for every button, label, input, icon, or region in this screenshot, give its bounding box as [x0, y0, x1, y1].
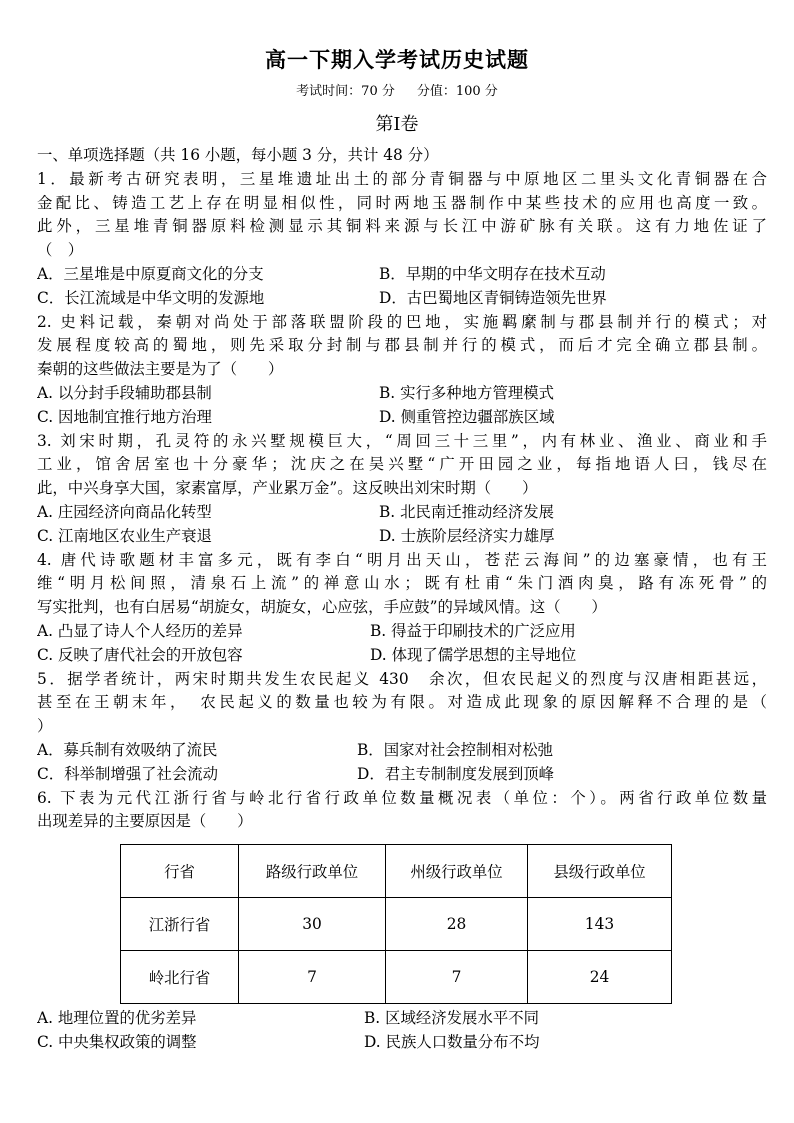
option-row [37, 406, 767, 430]
question-stem-line: 金配比、铸造工艺上存在明显相似性，同时两地玉器制作中某些技术的应用也高度一致。 [37, 193, 767, 212]
table-cell: 7 [239, 951, 386, 1004]
question-stem-line: （ ） [37, 241, 84, 260]
question-stem-line: 此，中兴身享大国，家素富厚，产业累万金”。这反映出刘宋时期（ ） [37, 479, 538, 498]
table-header-cell: 行省 [121, 845, 239, 898]
option-c[interactable]: C. 中央集权政策的调整 [37, 1032, 197, 1051]
table-header-row [121, 845, 672, 898]
option-b[interactable]: B. 区域经济发展水平不同 [364, 1009, 540, 1027]
question-2 [37, 311, 767, 430]
question-stem-line: 甚至在王朝末年， 农民起义的数量也较为有限。对造成此现象的原因解释不合理的是（ [37, 693, 767, 712]
option-d[interactable]: D. 士族阶层经济实力雄厚 [379, 526, 555, 545]
option-b[interactable]: B．早期的中华文明存在技术互动 [379, 264, 606, 283]
option-c[interactable]: C．长江流域是中华文明的发源地 [37, 288, 265, 307]
question-4 [37, 549, 767, 668]
option-row [37, 620, 767, 644]
question-6-options [37, 1006, 767, 1054]
option-a[interactable]: A. 地理位置的优劣差异 [37, 1009, 197, 1027]
option-a[interactable]: A. 庄园经济向商品化转型 [37, 502, 212, 521]
table-cell: 7 [386, 951, 528, 1004]
volume-label: 第Ⅰ卷 [375, 114, 419, 135]
question-3 [37, 430, 767, 549]
option-row [37, 1006, 767, 1030]
question-stem-line: 工业，馆舍居室也十分豪华；沈庆之在吴兴墅“广开田园之业，每指地语人曰，钱尽在 [37, 455, 767, 474]
question-stem-line: 秦朝的这些做法主要是为了（ ） [37, 360, 284, 379]
question-list [37, 144, 767, 834]
question-stem-line: 6. 下表为元代江浙行省与岭北行省行政单位数量概况表（单位：个）。两省行政单位数量 [37, 788, 767, 807]
option-d[interactable]: D．古巴蜀地区青铜铸造领先世界 [379, 288, 607, 307]
option-row [37, 525, 767, 549]
option-d[interactable]: D. 侧重管控边疆部族区域 [379, 407, 555, 426]
question-stem-line: ） [37, 717, 53, 736]
option-c[interactable]: C. 因地制宜推行地方治理 [37, 407, 212, 426]
option-row [37, 263, 767, 287]
option-row [37, 644, 767, 668]
table-cell: 143 [528, 898, 672, 951]
question-stem-line: 1．最新考古研究表明，三星堆遗址出土的部分青铜器与中原地区二里头文化青铜器在合 [37, 169, 767, 188]
question-stem-line: 维“明月松间照，清泉石上流”的禅意山水；既有杜甫“朱门酒肉臭，路有冻死骨”的 [37, 574, 767, 593]
option-a[interactable]: A．三星堆是中原夏商文化的分支 [37, 264, 264, 283]
table-header-cell: 州级行政单位 [386, 845, 528, 898]
question-stem-line: 2. 史料记载，秦朝对尚处于部落联盟阶段的巴地，实施羁縻制与郡县制并行的模式；对 [37, 312, 767, 331]
exam-title: 高一下期入学考试历史试题 [265, 48, 529, 72]
option-row [37, 382, 767, 406]
option-a[interactable]: A. 凸显了诗人个人经历的差异 [37, 621, 243, 640]
option-a[interactable]: A. 以分封手段辅助郡县制 [37, 383, 212, 402]
question-stem-line: 4. 唐代诗歌题材丰富多元，既有李白“明月出天山，苍茫云海间”的边塞豪情，也有王 [37, 550, 767, 569]
option-c[interactable]: C．科举制增强了社会流动 [37, 764, 219, 783]
question-stem-line: 写实批判，也有白居易“胡旋女，胡旋女，心应弦，手应鼓”的异域风情。这（ ） [37, 598, 607, 617]
question-stem-line: 此外，三星堆青铜器原料检测显示其铜料来源与长江中游矿脉有关联。这有力地佐证了 [37, 217, 767, 236]
question-stem-line: 3. 刘宋时期，孔灵符的永兴墅规模巨大，“周回三十三里”，内有林业、渔业、商业和手 [37, 431, 767, 450]
table-row [121, 951, 672, 1004]
question-1 [37, 168, 767, 311]
option-row [37, 1030, 767, 1054]
option-c[interactable]: C. 反映了唐代社会的开放包容 [37, 645, 243, 664]
table-cell: 岭北行省 [121, 951, 239, 1004]
province-admin-table [120, 844, 672, 1004]
option-row [37, 287, 767, 311]
exam-time: 考试时间：70 分 [296, 84, 395, 99]
option-row [37, 501, 767, 525]
question-6 [37, 787, 767, 835]
table-header-cell: 县级行政单位 [528, 845, 672, 898]
option-d[interactable]: D. 民族人口数量分布不均 [364, 1032, 540, 1051]
option-a[interactable]: A．募兵制有效吸纳了流民 [37, 740, 218, 759]
section-heading: 一、单项选择题（共 16 小题，每小题 3 分，共计 48 分） [37, 146, 439, 164]
table-header-cell: 路级行政单位 [239, 845, 386, 898]
table-row [121, 898, 672, 951]
option-row [37, 763, 767, 787]
table-cell: 28 [386, 898, 528, 951]
question-stem-line: 发展程度较高的蜀地，则先采取分封制与郡县制并行的模式，而后才完全确立郡县制。 [37, 336, 767, 355]
table-cell: 30 [239, 898, 386, 951]
option-row [37, 739, 767, 763]
option-c[interactable]: C. 江南地区农业生产衰退 [37, 526, 212, 545]
option-d[interactable]: D. 体现了儒学思想的主导地位 [370, 645, 577, 664]
table-cell: 24 [528, 951, 672, 1004]
option-b[interactable]: B. 得益于印刷技术的广泛应用 [370, 621, 576, 640]
option-d[interactable]: D．君主专制制度发展到顶峰 [357, 764, 555, 783]
table-cell: 江浙行省 [121, 898, 239, 951]
option-b[interactable]: B. 北民南迁推动经济发展 [379, 502, 555, 521]
option-b[interactable]: B. 实行多种地方管理模式 [379, 383, 555, 402]
exam-score: 分值：100 分 [416, 84, 498, 99]
question-5 [37, 668, 767, 787]
exam-info [0, 80, 794, 99]
option-b[interactable]: B．国家对社会控制相对松弛 [357, 740, 553, 759]
question-stem-line: 出现差异的主要原因是（ ） [37, 812, 253, 831]
question-stem-line: 5．据学者统计，两宋时期共发生农民起义 430 余次，但农民起义的烈度与汉唐相距甚远， [37, 669, 767, 688]
